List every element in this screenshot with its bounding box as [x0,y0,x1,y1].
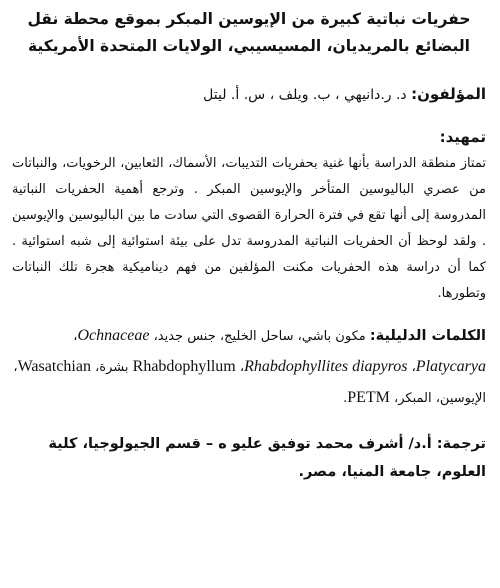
intro-paragraph: تمتاز منطقة الدراسة بأنها غنية بحفريات التديبات، الأسماك، الثعابين، الرخويات، والنباتات من عصري الباليوسين المتأخر والإيوسين المبكر . وترجع أهمية الحفريات النباتية المدروسة إلى أنها تقع في فترة الحرارة القصوى التي سادت ما بين الباليوسين والإيوسين . ولقد لوحظ أن الحفريات النباتية المدروسة تدل على بيئة استوائية إلى شبه استوائية . كما أن دراسة هذه الحفريات مكنت المؤلفين من فهم ديناميكية هجرة تلك النباتات وتطورها. [12,156,486,301]
keywords-label: الكلمات الدليلية: [369,328,486,344]
translation-label: ترجمة: [436,436,486,452]
keyword-petm: PETM [347,389,390,406]
authors-line [12,82,486,107]
translation-line [12,430,486,486]
keyword-ochnaceae: Ochnaceae [77,327,150,344]
authors-label: المؤلفون: [411,85,486,103]
keyword-rhabdophyllum: Rhabdophyllum [132,358,236,375]
keyword-bushra: بشرة، [95,360,129,375]
keyword-rhabdophyllites: Rhabdophyllites diapyros [244,358,408,375]
keyword-text: مكون باشي، ساحل الخليج، جنس جديد، [153,329,366,344]
keyword-platycarya: Platycarya [415,358,486,375]
article-title: حفريات نباتية كبيرة من الإيوسين المبكر بموقع محطة نقل البضائع بالمريديان، المسيسيبي، الولايات المتحدة الأمريكية [27,10,471,55]
keyword-wasatchian: Wasatchian [17,358,91,375]
authors-names: د. ر.دانيهي ، ب. ويلف ، س. أ. ليتل [203,87,407,103]
keyword-text-2: ، الإيوسين، المبكر، [13,360,486,406]
keywords-block: الكلمات الدليلية: مكون باشي، ساحل الخليج، جنس جديد، Ochnaceae، Platycarya، Rhabdophyllites diapyros، Rhabdophyllum بشرة، Wasatchian، الإيوسين، المبكر، PETM. [13,327,486,406]
intro-heading: تمهيد: [439,128,486,146]
translator-info: أ.د/ أشرف محمد توفيق عليو ه – قسم الجيولوجيا، كلية العلوم، جامعة المنيا، مصر. [48,436,486,480]
